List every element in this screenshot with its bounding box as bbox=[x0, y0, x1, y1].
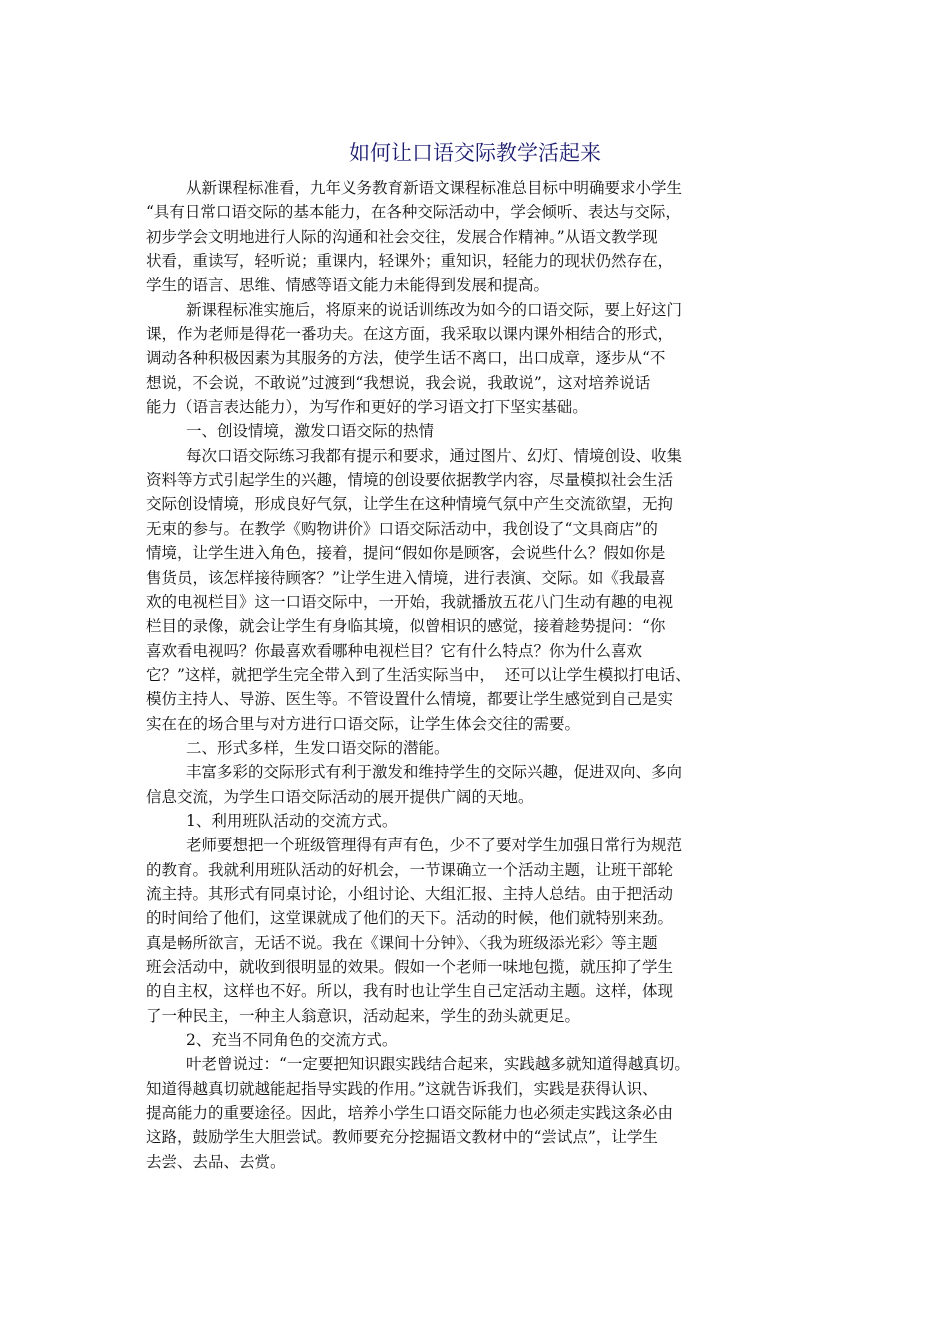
text-line: 从新课程标准看，九年义务教育新语文课程标准总目标中明确要求小学生 bbox=[186, 179, 683, 197]
text-line: 每次口语交际练习我都有提示和要求，通过图片、幻灯、情境创设、收集 bbox=[186, 446, 683, 465]
text-line: 流主持。其形式有同桌讨论，小组讨论、大组汇报、主持人总结。由于把活动 bbox=[146, 884, 674, 903]
text-line: 信息交流，为学生口语交际活动的展开提供广阔的天地。 bbox=[146, 787, 534, 806]
document-title: 如何让口语交际教学活起来 bbox=[349, 141, 601, 165]
text-line: 交际创设情境，形成良好气氛，让学生在这种情境气氛中产生交流欲望，无拘 bbox=[146, 495, 674, 514]
text-line: 1、利用班队活动的交流方式。 bbox=[186, 811, 398, 830]
text-line: 情境，让学生进入角色，接着，提问“假如你是顾客，会说些什么？假如你是 bbox=[146, 544, 666, 563]
text-line: 的时间给了他们，这堂课就成了他们的天下。活动的时候，他们就特别来劲。 bbox=[146, 909, 674, 928]
document-body bbox=[146, 176, 826, 1174]
text-line: 一、创设情境，激发口语交际的热情 bbox=[186, 422, 435, 441]
text-line: 状看，重读写，轻听说；重课内，轻课外；重知识，轻能力的现状仍然存在， bbox=[146, 252, 674, 271]
text-line: 班会活动中，就收到很明显的效果。假如一个老师一味地包揽，就压抑了学生 bbox=[146, 958, 674, 976]
text-line: 2、充当不同角色的交流方式。 bbox=[186, 1031, 398, 1050]
text-line: 了一种民主，一种主人翁意识，活动起来，学生的劲头就更足。 bbox=[146, 1006, 581, 1025]
text-line: “具有日常口语交际的基本能力，在各种交际活动中，学会倾听、表达与交际， bbox=[146, 203, 681, 222]
text-line: 喜欢看电视吗？你最喜欢看哪种电视栏目？它有什么特点？你为什么喜欢 bbox=[146, 641, 643, 660]
text-line: 它？”这样，就把学生完全带入到了生活实际当中， 还可以让学生模拟打电话、 bbox=[146, 665, 691, 684]
text-line: 课，作为老师是得花一番功夫。在这方面，我采取以课内课外相结合的形式， bbox=[146, 325, 674, 344]
text-line: 二、形式多样，生发口语交际的潜能。 bbox=[186, 738, 450, 757]
text-line: 去尝、去品、去赏。 bbox=[146, 1152, 286, 1171]
text-line: 实在在的场合里与对方进行口语交际，让学生体会交往的需要。 bbox=[146, 714, 581, 733]
text-line: 知道得越真切就越能起指导实践的作用。”这就告诉我们，实践是获得认识、 bbox=[146, 1079, 658, 1098]
text-line: 能力（语言表达能力），为写作和更好的学习语文打下坚实基础。 bbox=[146, 398, 588, 417]
text-line: 的自主权，这样也不好。所以，我有时也让学生自己定活动主题。这样，体现 bbox=[146, 982, 674, 1001]
text-line: 欢的电视栏目》这一口语交际中，一开始，我就播放五花八门生动有趣的电视 bbox=[146, 592, 674, 611]
text-line: 丰富多彩的交际形式有利于激发和维持学生的交际兴趣，促进双向、多向 bbox=[186, 763, 683, 782]
text-line: 模仿主持人、导游、医生等。不管设置什么情境，都要让学生感觉到自己是实 bbox=[146, 690, 674, 709]
text-line: 想说，不会说，不敢说”过渡到“我想说，我会说，我敢说”，这对培养说话 bbox=[146, 373, 651, 392]
text-line: 真是畅所欲言，无话不说。我在《课间十分钟》、〈我为班级添光彩〉等主题 bbox=[146, 933, 658, 952]
text-line: 这路，鼓励学生大胆尝试。教师要充分挖掘语文教材中的“尝试点”，让学生 bbox=[146, 1128, 658, 1147]
text-line: 老师要想把一个班级管理得有声有色，少不了要对学生加强日常行为规范 bbox=[186, 836, 683, 855]
text-line: 售货员，该怎样接待顾客？”让学生进入情境，进行表演、交际。如《我最喜 bbox=[146, 568, 666, 587]
text-line: 新课程标准实施后，将原来的说话训练改为如今的口语交际，要上好这门 bbox=[186, 300, 683, 319]
text-line: 无束的参与。在教学《购物讲价》口语交际活动中，我创设了“文具商店”的 bbox=[146, 519, 658, 538]
text-line: 资料等方式引起学生的兴趣，情境的创设要依据教学内容，尽量模拟社会生活 bbox=[146, 471, 674, 490]
text-line: 提高能力的重要途径。因此，培养小学生口语交际能力也必须走实践这条必由 bbox=[146, 1104, 674, 1123]
text-line: 栏目的录像，就会让学生有身临其境，似曾相识的感觉，接着趁势提问：“你 bbox=[146, 617, 666, 636]
text-line: 学生的语言、思维、情感等语文能力未能得到发展和提高。 bbox=[146, 276, 550, 295]
text-line: 叶老曾说过：“一定要把知识跟实践结合起来，实践越多就知道得越真切。 bbox=[186, 1055, 690, 1074]
text-line: 初步学会文明地进行人际的沟通和社会交往，发展合作精神。”从语文教学现 bbox=[146, 227, 658, 246]
text-line: 的教育。我就利用班队活动的好机会，一节课确立一个活动主题，让班干部轮 bbox=[146, 860, 674, 879]
text-line: 调动各种积极因素为其服务的方法，使学生话不离口，出口成章，逐步从“不 bbox=[146, 349, 666, 368]
